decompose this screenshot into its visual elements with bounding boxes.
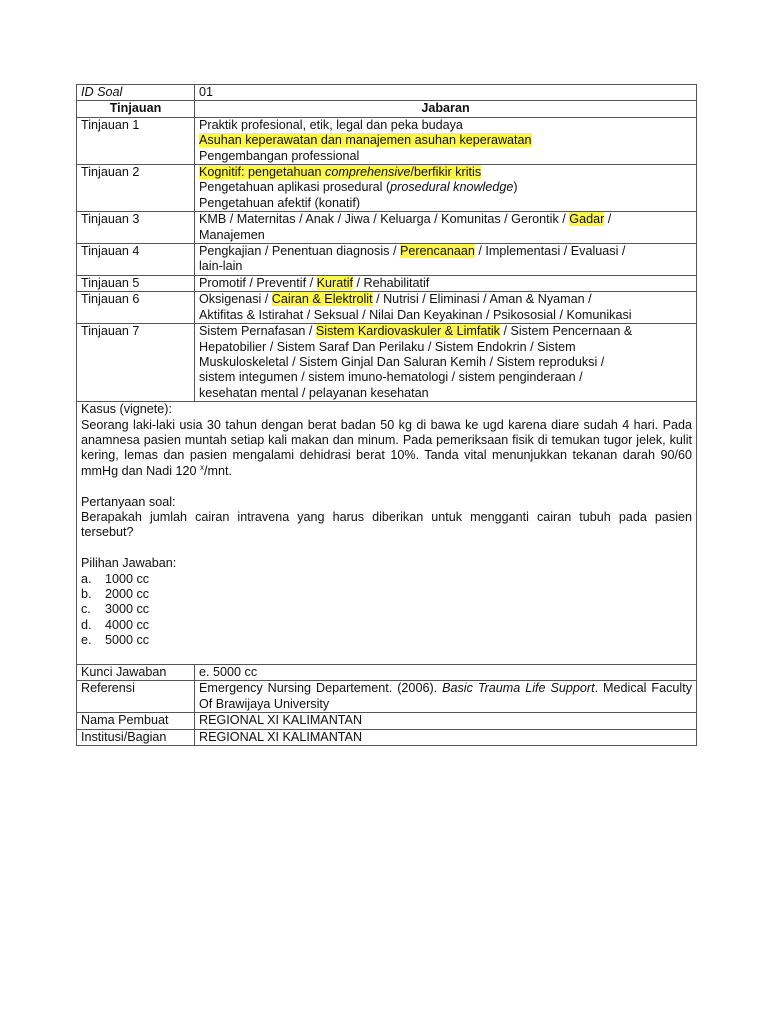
option-c: c. 3000 cc (81, 602, 150, 617)
tinjauan-1-highlight: Asuhan keperawatan dan manajemen asuhan keperawatan (199, 133, 532, 148)
tinjauan-2-line: Pengetahuan afektif (konatif) (199, 195, 361, 210)
tinjauan-6-highlight: Cairan & Elektrolit (271, 292, 373, 307)
pembuat-label: Nama Pembuat (77, 713, 195, 729)
tinjauan-4-content: Pengkajian / Penentuan diagnosis / Perencanaan / Implementasi / Evaluasi / lain-lain (195, 244, 697, 276)
pembuat-value: REGIONAL XI KALIMANTAN (195, 713, 697, 729)
tinjauan-6-label: Tinjauan 6 (77, 292, 195, 324)
institusi-label: Institusi/Bagian (77, 729, 195, 745)
tinjauan-3-label: Tinjauan 3 (77, 212, 195, 244)
kunci-label: Kunci Jawaban (77, 664, 195, 680)
option-d: d. 4000 cc (81, 617, 150, 632)
question-row (77, 402, 697, 665)
tinjauan-2-line: Pengetahuan aplikasi prosedural (prosedural knowledge) (199, 180, 518, 195)
tinjauan-3-highlight: Gadar (569, 212, 605, 227)
tinjauan-2-label: Tinjauan 2 (77, 165, 195, 212)
pembuat-row (77, 713, 697, 729)
tinjauan-7-row (77, 324, 697, 402)
question-cell (77, 402, 697, 665)
tinjauan-2-content (195, 165, 697, 212)
id-label: ID Soal (77, 85, 195, 101)
tinjauan-1-label: Tinjauan 1 (77, 117, 195, 164)
tinjauan-7-content: Sistem Pernafasan / Sistem Kardiovaskuler & Limfatik / Sistem Pencernaan & Hepatobilier / Sistem Saraf Dan Perilaku / Sistem Endokrin / Sistem Muskuloskeletal / Sistem Ginjal Dan Saluran Kemih / Sistem reproduksi / sistem integumen / sistem imuno-hematologi / sistem penginderaan / kesehatan mental / pelayanan kesehatan (195, 324, 697, 402)
option-e: e. 5000 cc (81, 633, 150, 648)
kasus-title: Kasus (vignete): (81, 402, 172, 417)
tinjauan-1-row (77, 117, 697, 164)
id-row (77, 85, 697, 101)
header-row (77, 101, 697, 117)
question-table (76, 84, 697, 746)
header-tinjauan: Tinjauan (77, 101, 195, 117)
kasus-text: Seorang laki-laki usia 30 tahun dengan berat badan 50 kg di bawa ke ugd karena diare sudah 4 hari. Pada anamnesa pasien muntah setiap kali makan dan minum. Pada pemeriksaan fisik di temukan tugor jelek, kulit kering, lemas dan pasien mengalami dehidrasi berat 10%. Tanda vital menunjukkan tekanan darah 90/60 mmHg dan Nadi 120 $^x$/mnt. (81, 417, 692, 478)
referensi-row (77, 681, 697, 713)
tinjauan-1-line: Pengembangan professional (199, 148, 360, 163)
tinjauan-5-content: Promotif / Preventif / Kuratif / Rehabilitatif (195, 275, 697, 291)
tinjauan-3-content: KMB / Maternitas / Anak / Jiwa / Keluarga / Komunitas / Gerontik / Gadar / Manajemen (195, 212, 697, 244)
tinjauan-1-content (195, 117, 697, 164)
pertanyaan-text: Berapakah jumlah cairan intravena yang harus diberikan untuk mengganti cairan tubuh pada pasien tersebut? (81, 509, 692, 540)
tinjauan-5-row (77, 275, 697, 291)
tinjauan-3-row (77, 212, 697, 244)
tinjauan-2-row (77, 165, 697, 212)
tinjauan-6-content: Oksigenasi / Cairan & Elektrolit / Nutrisi / Eliminasi / Aman & Nyaman / Aktifitas & Istirahat / Seksual / Nilai Dan Keyakinan / Psikososial / Komunikasi (195, 292, 697, 324)
tinjauan-7-label: Tinjauan 7 (77, 324, 195, 402)
pertanyaan-title: Pertanyaan soal: (81, 494, 176, 509)
tinjauan-2-highlight: Kognitif: pengetahuan comprehensive/berfikir kritis (199, 165, 482, 180)
tinjauan-5-label: Tinjauan 5 (77, 275, 195, 291)
kunci-value: e. 5000 cc (195, 664, 697, 680)
tinjauan-1-line: Praktik profesional, etik, legal dan peka budaya (199, 117, 463, 132)
tinjauan-5-highlight: Kuratif (316, 275, 353, 290)
pilihan-title: Pilihan Jawaban: (81, 556, 177, 571)
referensi-label: Referensi (77, 681, 195, 713)
tinjauan-7-highlight: Sistem Kardiovaskuler & Limfatik (315, 324, 500, 339)
tinjauan-4-highlight: Perencanaan (399, 244, 475, 259)
tinjauan-4-label: Tinjauan 4 (77, 244, 195, 276)
institusi-row (77, 729, 697, 745)
option-a: a. 1000 cc (81, 571, 150, 586)
tinjauan-6-row (77, 292, 697, 324)
option-b: b. 2000 cc (81, 586, 150, 601)
tinjauan-4-row (77, 244, 697, 276)
header-jabaran: Jabaran (195, 101, 697, 117)
referensi-value: Emergency Nursing Departement. (2006). Basic Trauma Life Support. Medical Faculty Of Brawijaya University (195, 681, 697, 713)
institusi-value: REGIONAL XI KALIMANTAN (195, 729, 697, 745)
kunci-row (77, 664, 697, 680)
id-value: 01 (195, 85, 697, 101)
